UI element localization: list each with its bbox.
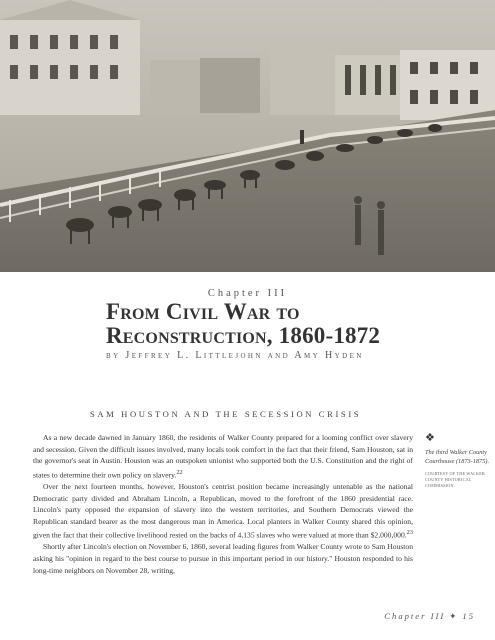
page-footer (384, 611, 475, 622)
page-number: 15 (462, 611, 475, 621)
photo-caption: The third Walker County Courthouse (1873-1875). (425, 449, 490, 465)
chapter-title-line-1: From Civil War to (106, 299, 300, 324)
ornament-icon: ❖ (425, 432, 435, 444)
chapter-title-line-2: Reconstruction, 1860-1872 (106, 323, 381, 348)
chapter-label: Chapter III (207, 288, 288, 299)
paragraph: Shortly after Lincoln's election on November 6, 1860, several leading figures from Walker County wrote to Sam Houston asking his "opinion in regard to the best course to pursue in this important period in our history." Houston responded to his long-time neighbors on November 28, writing, (33, 542, 413, 575)
chapter-title (106, 300, 446, 348)
photo-credit: COURTESY OF THE WALKER COUNTY HISTORICAL COMMISSION. (425, 471, 486, 488)
footnote-ref: 22 (176, 468, 183, 476)
footnote-ref: 23 (406, 529, 413, 537)
paragraph: Over the next fourteen months, however, Houston's centrist position became increasingly untenable as the national Democratic party divided and Abraham Lincoln, a Republican, moved to the forefront of the 1860 presidential race. Lincoln's party opposed the expansion of slavery into the western territories, and Southern Democrats viewed the Republican standard bearer as the most dangerous man in America. Local planters in Walker County shared this opinion, given the fact that their collective livelihood rested on the backs of 4,135 slaves who were valued at more than $2,000,000.23 (33, 481, 413, 540)
historical-photo (0, 0, 495, 272)
paragraph: As a new decade dawned in January 1860, the residents of Walker County prepared for a looming conflict over slavery and secession. Given the difficult issues involved, many locals took comfort in the fact that their friend, Sam Houston, sat in the governor's seat in Austin. Houston was an outspoken unionist who supported both the U.S. Constitution and the right of states to determine their own policy on slavery.$^{22}$ (33, 433, 413, 480)
photo-caption-sidebar (425, 432, 489, 489)
footer-separator-icon: ✦ (449, 611, 459, 621)
author-byline: by Jeffrey L. Littlejohn and Amy Hyden (106, 350, 364, 361)
body-text (33, 432, 413, 576)
footer-chapter: Chapter III (384, 611, 446, 621)
section-heading: SAM HOUSTON AND THE SECESSION CRISIS (90, 409, 362, 419)
